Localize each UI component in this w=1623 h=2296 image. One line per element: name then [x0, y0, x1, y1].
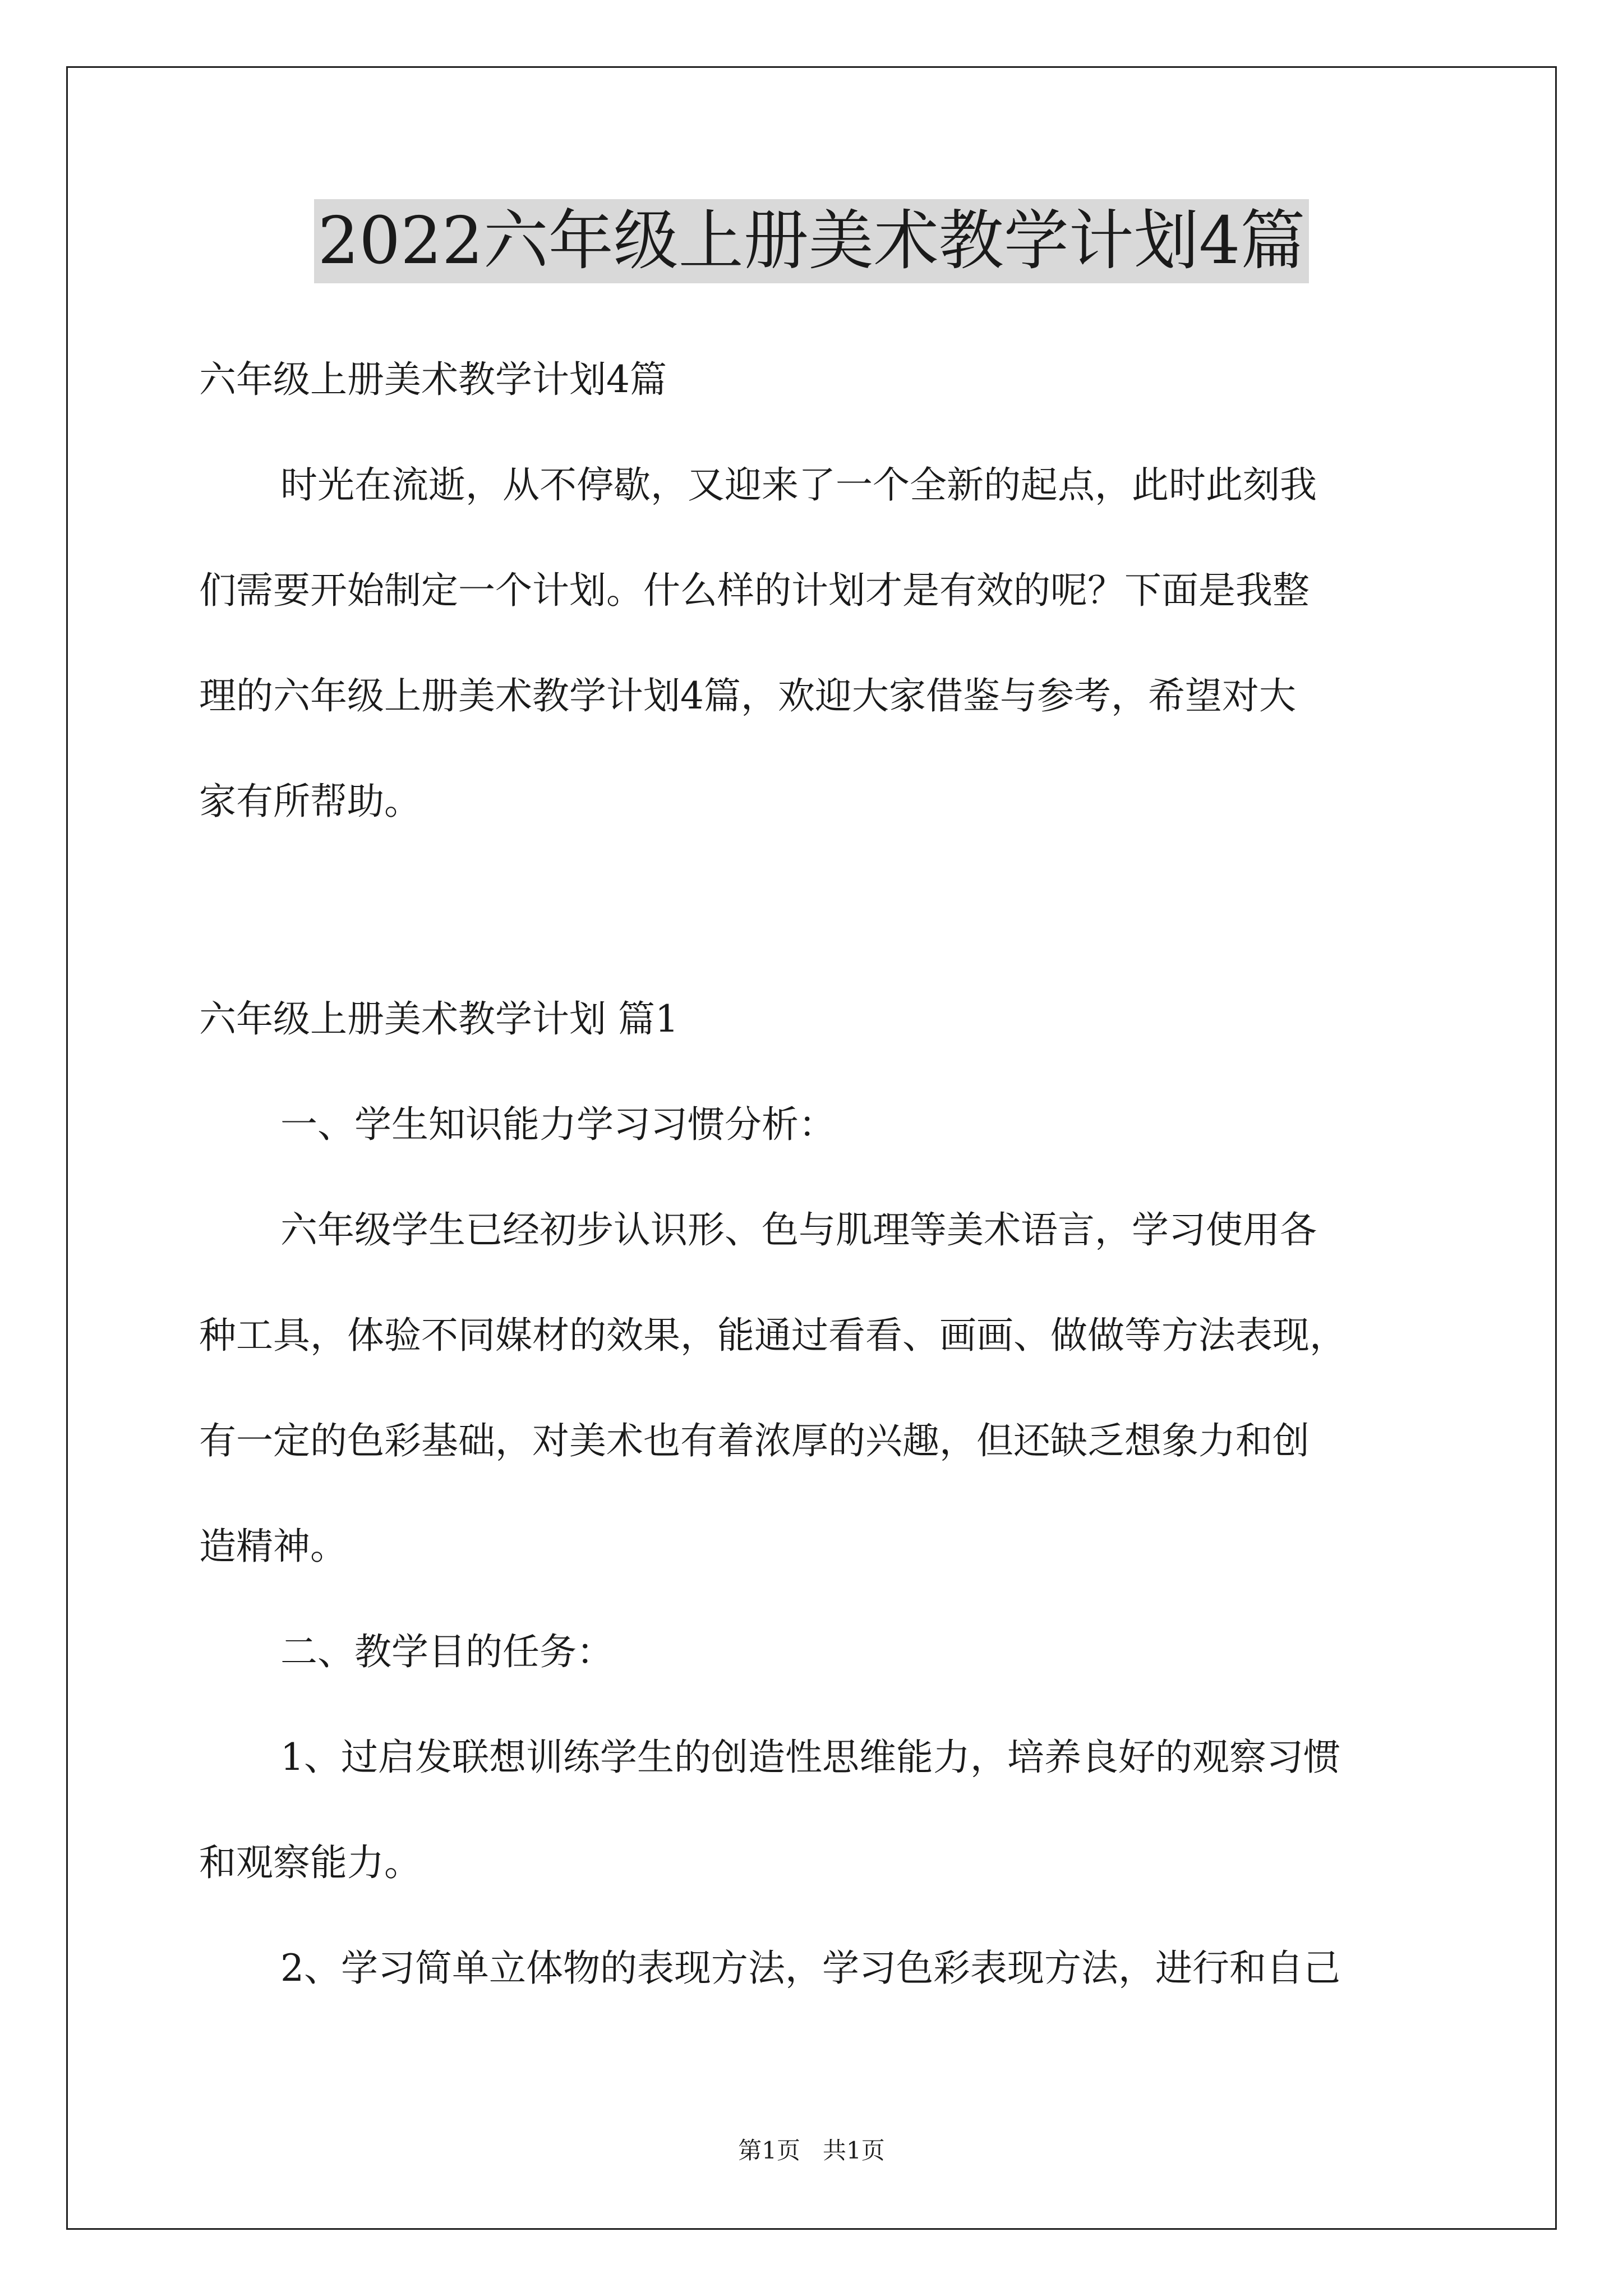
intro-line: 们需要开始制定一个计划。什么样的计划才是有效的呢？下面是我整 [199, 569, 1310, 612]
current-page-label: 第1页 [738, 2137, 800, 2164]
analysis-line: 造精神。 [199, 1525, 347, 1568]
heading-tasks: 二、教学目的任务： [280, 1630, 614, 1673]
total-pages-label: 共1页 [823, 2137, 885, 2164]
page-footer [0, 2135, 1623, 2166]
intro-line: 时光在流逝，从不停歇，又迎来了一个全新的起点，此时此刻我 [280, 463, 1317, 507]
document-subtitle: 六年级上册美术教学计划4篇 [199, 358, 667, 401]
intro-line: 家有所帮助。 [199, 780, 421, 823]
task-line: 和观察能力。 [199, 1841, 421, 1884]
task-line: 1、过启发联想训练学生的创造性思维能力，培养良好的观察习惯 [280, 1736, 1340, 1779]
intro-line: 理的六年级上册美术教学计划4篇，欢迎大家借鉴与参考，希望对大 [199, 674, 1296, 717]
analysis-line: 种工具，体验不同媒材的效果，能通过看看、画画、做做等方法表现， [199, 1314, 1347, 1357]
heading-analysis: 一、学生知识能力学习习惯分析： [280, 1103, 836, 1146]
section-heading: 六年级上册美术教学计划 篇1 [199, 997, 679, 1041]
analysis-line: 六年级学生已经初步认识形、色与肌理等美术语言，学习使用各 [280, 1208, 1317, 1251]
analysis-line: 有一定的色彩基础，对美术也有着浓厚的兴趣，但还缺乏想象力和创 [199, 1419, 1310, 1462]
task-line: 2、学习简单立体物的表现方法，学习色彩表现方法，进行和自己 [280, 1947, 1340, 1990]
title-container [0, 199, 1623, 283]
document-title: 2022六年级上册美术教学计划4篇 [314, 199, 1308, 283]
